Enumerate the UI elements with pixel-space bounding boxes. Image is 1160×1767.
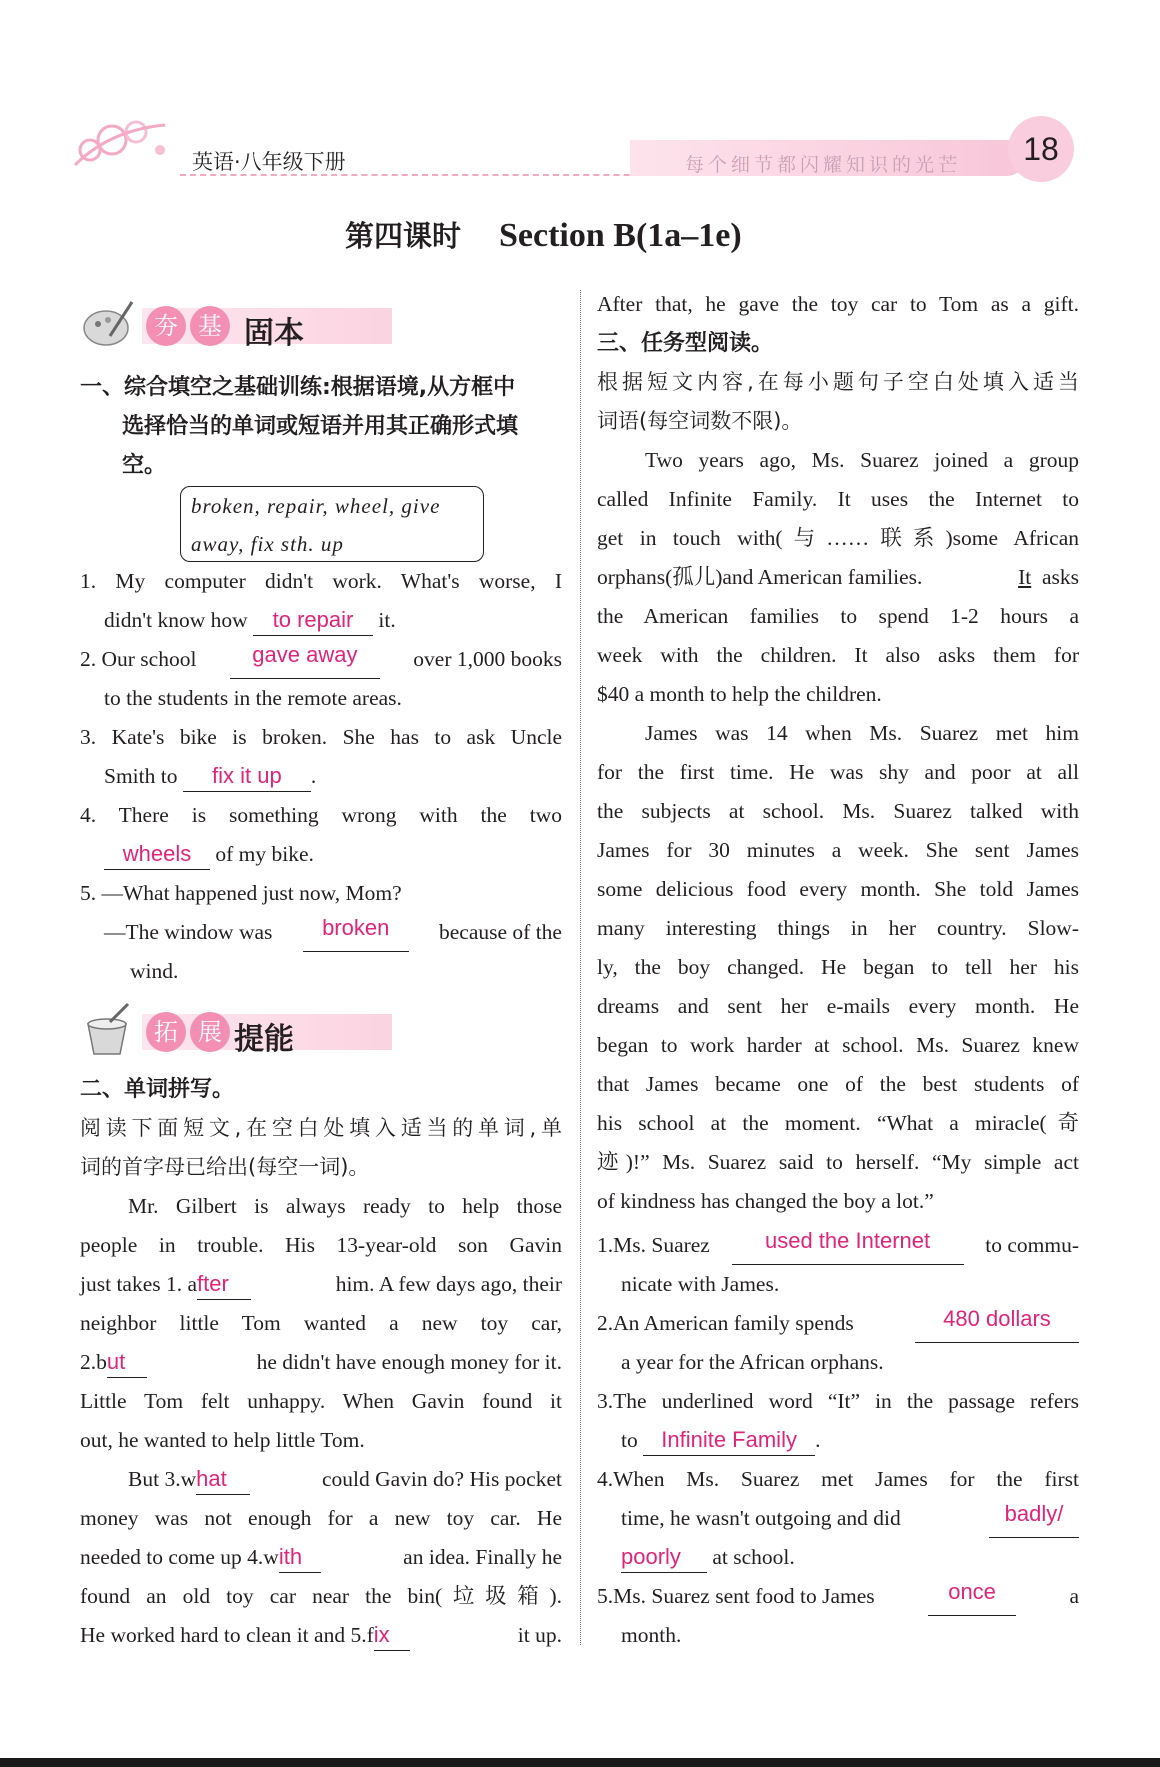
article-a4-text: orphans(孤儿)and American families. <box>597 565 923 589</box>
article-b6: many interesting things in her country. Slow- <box>597 916 1079 940</box>
underlined-it: It <box>1018 565 1032 589</box>
blank-2-answer: ut <box>106 1349 126 1374</box>
q5-text: —The window was <box>104 920 273 944</box>
rq3-line1: 3.The underlined word “It” in the passage refers <box>597 1389 1079 1413</box>
p1-line5-text-end: he didn't have enough money for it. <box>256 1350 562 1374</box>
lesson-title-en: Section B(1a–1e) <box>499 217 742 254</box>
q5-line1: 5. —What happened just now, Mom? <box>80 881 402 905</box>
header-divider <box>180 174 680 176</box>
article-b13: of kindness has changed the boy a lot.” <box>597 1189 934 1213</box>
p2-line5 <box>80 1616 562 1655</box>
rq5-line1 <box>597 1577 1079 1616</box>
article-a1: Two years ago, Ms. Suarez joined a group <box>645 448 1079 472</box>
part2-heading: 二、单词拼写。 <box>80 1077 235 1102</box>
q2-line1 <box>80 640 562 679</box>
p1-line4: neighbor little Tom wanted a new toy car, <box>80 1311 562 1335</box>
lesson-title-cn: 第四课时 <box>345 219 462 253</box>
part1-heading-line2: 选择恰当的单词或短语并用其正确形式填 <box>122 414 519 439</box>
blank-1-answer: fter <box>197 1271 229 1296</box>
q3-answer: fix it up <box>212 763 282 788</box>
q3-line2 <box>104 757 316 796</box>
rq4-line2 <box>621 1499 1079 1538</box>
q3-blank <box>183 761 311 792</box>
rq1-line1 <box>597 1226 1079 1265</box>
rq3-text-end: . <box>815 1428 821 1452</box>
article-a2: called Infinite Family. It uses the Internet to <box>597 487 1079 511</box>
word-box-line1: broken, repair, wheel, give <box>191 494 441 518</box>
article-a4-text-end: asks <box>1041 565 1079 589</box>
p2-line1-text-end: could Gavin do? His pocket <box>321 1467 562 1491</box>
rq5-text-end: a <box>1069 1584 1079 1608</box>
p1-line3-text: just takes 1. a <box>80 1272 198 1296</box>
q4-line2 <box>104 835 314 874</box>
rq1-line2: nicate with James. <box>621 1272 780 1296</box>
rq1-blank <box>732 1226 964 1265</box>
rq2-blank <box>915 1304 1079 1343</box>
article-b3: the subjects at school. Ms. Suarez talked with <box>597 799 1079 823</box>
rq4-answer-2: poorly <box>621 1544 681 1569</box>
p1-line6: Little Tom felt unhappy. When Gavin found it <box>80 1389 562 1413</box>
q4-text: of my bike. <box>215 842 314 866</box>
q2-line2: to the students in the remote areas. <box>104 686 402 710</box>
rq2-line1 <box>597 1304 1079 1343</box>
part1-heading-line1: 一、综合填空之基础训练:根据语境,从方框中 <box>80 375 516 400</box>
q3-text: Smith to <box>104 764 178 788</box>
rq4-text: time, he wasn't outgoing and did <box>621 1506 901 1530</box>
banner-word: 固本 <box>244 316 304 351</box>
article-a5: the American families to spend 1-2 hours a <box>597 604 1079 628</box>
p2-line2: money was not enough for a new toy car. He <box>80 1506 562 1530</box>
page-number: 18 <box>1008 116 1074 182</box>
banner-char-1: 拓 <box>146 1012 186 1052</box>
rq5-answer: once <box>948 1579 996 1604</box>
rq4-blank-1 <box>989 1499 1079 1538</box>
article-b10: that James became one of the best students of <box>597 1072 1079 1096</box>
part3-heading: 三、任务型阅读。 <box>597 331 774 356</box>
p2-line5-text: He worked hard to clean it and 5.f <box>80 1623 374 1647</box>
banner-char-2: 基 <box>190 306 230 346</box>
word-box <box>180 486 484 562</box>
column-divider <box>580 290 581 1645</box>
q2-text: 2. Our school <box>80 647 197 671</box>
bottom-edge <box>0 1758 1160 1767</box>
q2-answer: gave away <box>252 642 358 667</box>
part1-heading-line3: 空。 <box>122 453 167 478</box>
blank-2 <box>107 1347 147 1378</box>
q3-line1: 3. Kate's bike is broken. She has to ask Uncle <box>80 725 562 749</box>
p2-line3-text: needed to come up 4.w <box>80 1545 279 1569</box>
blank-4-answer: ith <box>278 1544 303 1569</box>
banner-char-2: 展 <box>190 1012 230 1052</box>
part3-instruction-line2: 词语(每空词数不限)。 <box>597 409 803 433</box>
q5-blank <box>303 913 409 952</box>
q1-line2 <box>104 601 396 640</box>
blank-1 <box>197 1269 251 1300</box>
q3-text-end: . <box>310 764 317 788</box>
rq2-answer: 480 dollars <box>943 1306 1051 1331</box>
article-a7: $40 a month to help the children. <box>597 682 882 706</box>
p1-line3-text-end: him. A few days ago, their <box>335 1272 562 1296</box>
q5-text-end: because of the <box>439 920 562 944</box>
p1-line1: Mr. Gilbert is always ready to help those <box>128 1194 562 1218</box>
rq1-answer: used the Internet <box>764 1228 931 1253</box>
article-b5: some delicious food every month. She told James <box>597 877 1079 901</box>
article-b2: for the first time. He was shy and poor at all <box>597 760 1079 784</box>
article-a3: get in touch with(与……联系)some African <box>597 526 1079 550</box>
article-b7: ly, the boy changed. He began to tell her his <box>597 955 1079 979</box>
rq4-blank-2 <box>621 1542 707 1573</box>
section-banner-extend <box>80 1002 340 1058</box>
article-a6: week with the children. It also asks them for <box>597 643 1079 667</box>
palette-icon <box>80 296 140 352</box>
blank-4 <box>279 1542 321 1573</box>
p2-line4: found an old toy car near the bin(垃圾箱). <box>80 1584 562 1608</box>
lesson-title <box>345 214 742 255</box>
floral-decoration-icon <box>70 110 180 180</box>
q5-line2 <box>104 913 562 952</box>
rq3-line2 <box>621 1421 820 1460</box>
blank-5-answer: ix <box>373 1622 390 1647</box>
p1-line5-text: 2.b <box>80 1350 107 1374</box>
rq2-line2: a year for the African orphans. <box>621 1350 884 1374</box>
q1-line1: 1. My computer didn't work. What's worse, I <box>80 569 562 593</box>
rq2-text: 2.An American family spends <box>597 1311 854 1335</box>
blank-3-answer: hat <box>196 1466 227 1491</box>
q1-text: didn't know how <box>104 608 248 632</box>
q5-line3: wind. <box>130 959 179 983</box>
section-banner-basic <box>80 296 340 352</box>
rq1-text-end: to commu- <box>985 1233 1079 1257</box>
p1-line7: out, he wanted to help little Tom. <box>80 1428 365 1452</box>
banner-word: 提能 <box>234 1022 294 1057</box>
p2-line5-text-end: it up. <box>517 1623 562 1647</box>
blank-3 <box>196 1464 250 1495</box>
banner-char-1: 夯 <box>146 306 186 346</box>
q2-text-end: over 1,000 books <box>413 647 562 671</box>
q1-answer: to repair <box>272 607 354 632</box>
rq5-line2: month. <box>621 1623 682 1647</box>
word-box-line2: away, fix sth. up <box>191 532 344 556</box>
rq3-blank <box>643 1425 815 1456</box>
q4-line1: 4. There is something wrong with the two <box>80 803 562 827</box>
rq4-answer-1: badly/ <box>1004 1501 1064 1526</box>
q4-blank <box>104 839 210 870</box>
rq4-text-end: at school. <box>712 1545 795 1569</box>
rq4-line1: 4.When Ms. Suarez met James for the first <box>597 1467 1079 1491</box>
article-b1: James was 14 when Ms. Suarez met him <box>645 721 1079 745</box>
p2-line3 <box>80 1538 562 1577</box>
p2-line1 <box>128 1460 562 1499</box>
p1-line3 <box>80 1265 562 1304</box>
article-b9: began to work harder at school. Ms. Suarez knew <box>597 1033 1079 1057</box>
rq3-text: to <box>621 1428 638 1452</box>
rq1-text: 1.Ms. Suarez <box>597 1233 710 1257</box>
q2-blank <box>230 640 380 679</box>
part2-instruction-line2: 词的首字母已给出(每空一词)。 <box>80 1155 370 1179</box>
q1-text-end: it. <box>378 608 396 632</box>
article-b11: his school at the moment. “What a miracle(奇 <box>597 1111 1079 1135</box>
article-b12: 迹)!” Ms. Suarez said to herself. “My simple act <box>597 1150 1079 1174</box>
p2-line3-text-end: an idea. Finally he <box>403 1545 562 1569</box>
rq5-text: 5.Ms. Suarez sent food to James <box>597 1584 875 1608</box>
part3-instruction-line1: 根据短文内容,在每小题句子空白处填入适当 <box>597 370 1079 394</box>
article-b8: dreams and sent her e-mails every month. He <box>597 994 1079 1018</box>
article-b4: James for 30 minutes a week. She sent James <box>597 838 1079 862</box>
blank-5 <box>374 1620 410 1651</box>
p2-line1-text: But 3.w <box>128 1467 197 1491</box>
header-motto: 每个细节都闪耀知识的光芒 <box>685 154 962 176</box>
book-subject: 英语·八年级下册 <box>192 150 346 174</box>
rq4-line3 <box>621 1538 795 1577</box>
article-a4 <box>597 558 1079 597</box>
part2-instruction-line1: 阅读下面短文,在空白处填入适当的单词,单 <box>80 1116 562 1140</box>
rq5-blank <box>928 1577 1016 1616</box>
r-line1: After that, he gave the toy car to Tom as a gift. <box>597 292 1079 316</box>
p1-line2: people in trouble. His 13-year-old son Gavin <box>80 1233 562 1257</box>
q1-blank <box>253 605 373 636</box>
q5-answer: broken <box>322 915 390 940</box>
q4-answer: wheels <box>122 841 192 866</box>
paint-bucket-icon <box>80 1002 140 1058</box>
rq3-answer: Infinite Family <box>661 1427 797 1452</box>
p1-line5 <box>80 1343 562 1382</box>
